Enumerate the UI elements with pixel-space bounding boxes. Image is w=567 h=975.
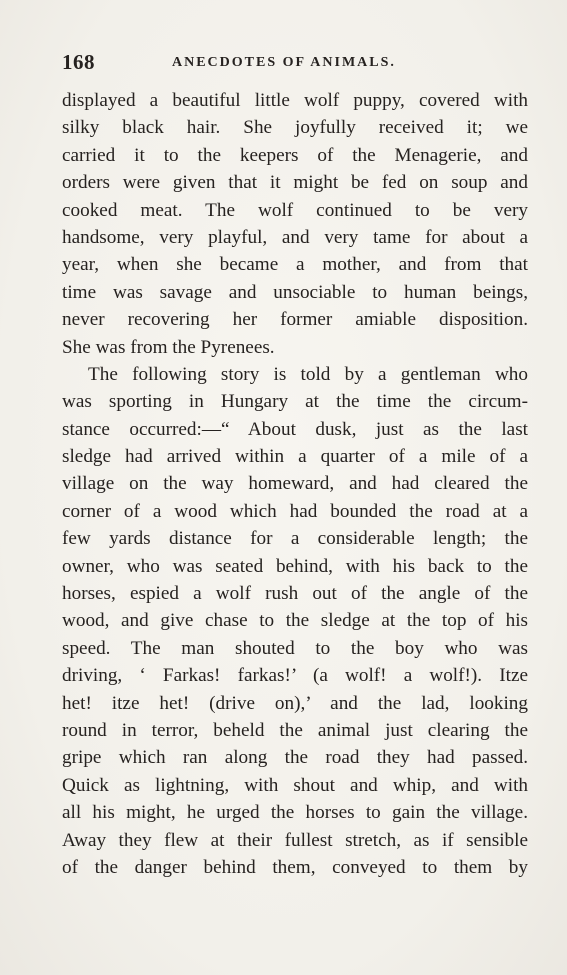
paragraph-1 [62,87,528,361]
text-line: Away they flew at their fullest stretch, as if sensible [62,829,528,851]
text-line: She was from the Pyrenees. [62,336,275,358]
text-line: driving, ‘ Farkas! farkas!’ (a wolf! a wolf!). Itze [62,665,528,687]
page-number: 168 [62,50,95,74]
running-title: ANECDOTES OF ANIMALS. [172,55,396,70]
text-line: never recovering her former amiable disposition. [62,309,528,331]
text-line: gripe which ran along the road they had passed. [62,747,528,769]
text-line: village on the way homeward, and had cleared the [62,473,528,495]
text-line: cooked meat. The wolf continued to be very [62,199,528,221]
text-line: orders were given that it might be fed on soup and [62,172,528,194]
text-line: year, when she became a mother, and from that [62,254,528,276]
text-line: was sporting in Hungary at the time the circum- [62,391,528,413]
text-line: handsome, very playful, and very tame for about a [62,226,528,248]
text-line: horses, espied a wolf rush out of the angle of the [62,583,528,605]
text-line: speed. The man shouted to the boy who was [62,637,528,659]
text-line: corner of a wood which had bounded the road at a [62,500,528,522]
text-line: silky black hair. She joyfully received it; we [62,117,528,139]
text-line: stance occurred:—“ About dusk, just as the last [62,418,528,440]
text-line: sledge had arrived within a quarter of a mile of a [62,446,528,468]
text-line: few yards distance for a considerable length; the [62,528,528,550]
text-line: het! itze het! (drive on),’ and the lad, looking [62,692,528,714]
text-line: owner, who was seated behind, with his back to the [62,555,528,577]
text-line: time was savage and unsociable to human beings, [62,281,528,303]
text-line: round in terror, beheld the animal just clearing the [62,719,528,741]
text-line: Quick as lightning, with shout and whip, and with [62,774,528,796]
body-text [62,87,528,881]
text-line: of the danger behind them, conveyed to them by [62,856,528,878]
text-line: displayed a beautiful little wolf puppy, covered with [62,90,528,111]
text-line: The following story is told by a gentleman who [88,363,528,385]
text-line: carried it to the keepers of the Menagerie, and [62,144,528,166]
text-line: wood, and give chase to the sledge at the top of his [62,610,528,632]
text-line: all his might, he urged the horses to gain the village. [62,802,528,824]
page-header [62,50,530,80]
paragraph-2 [62,361,528,881]
